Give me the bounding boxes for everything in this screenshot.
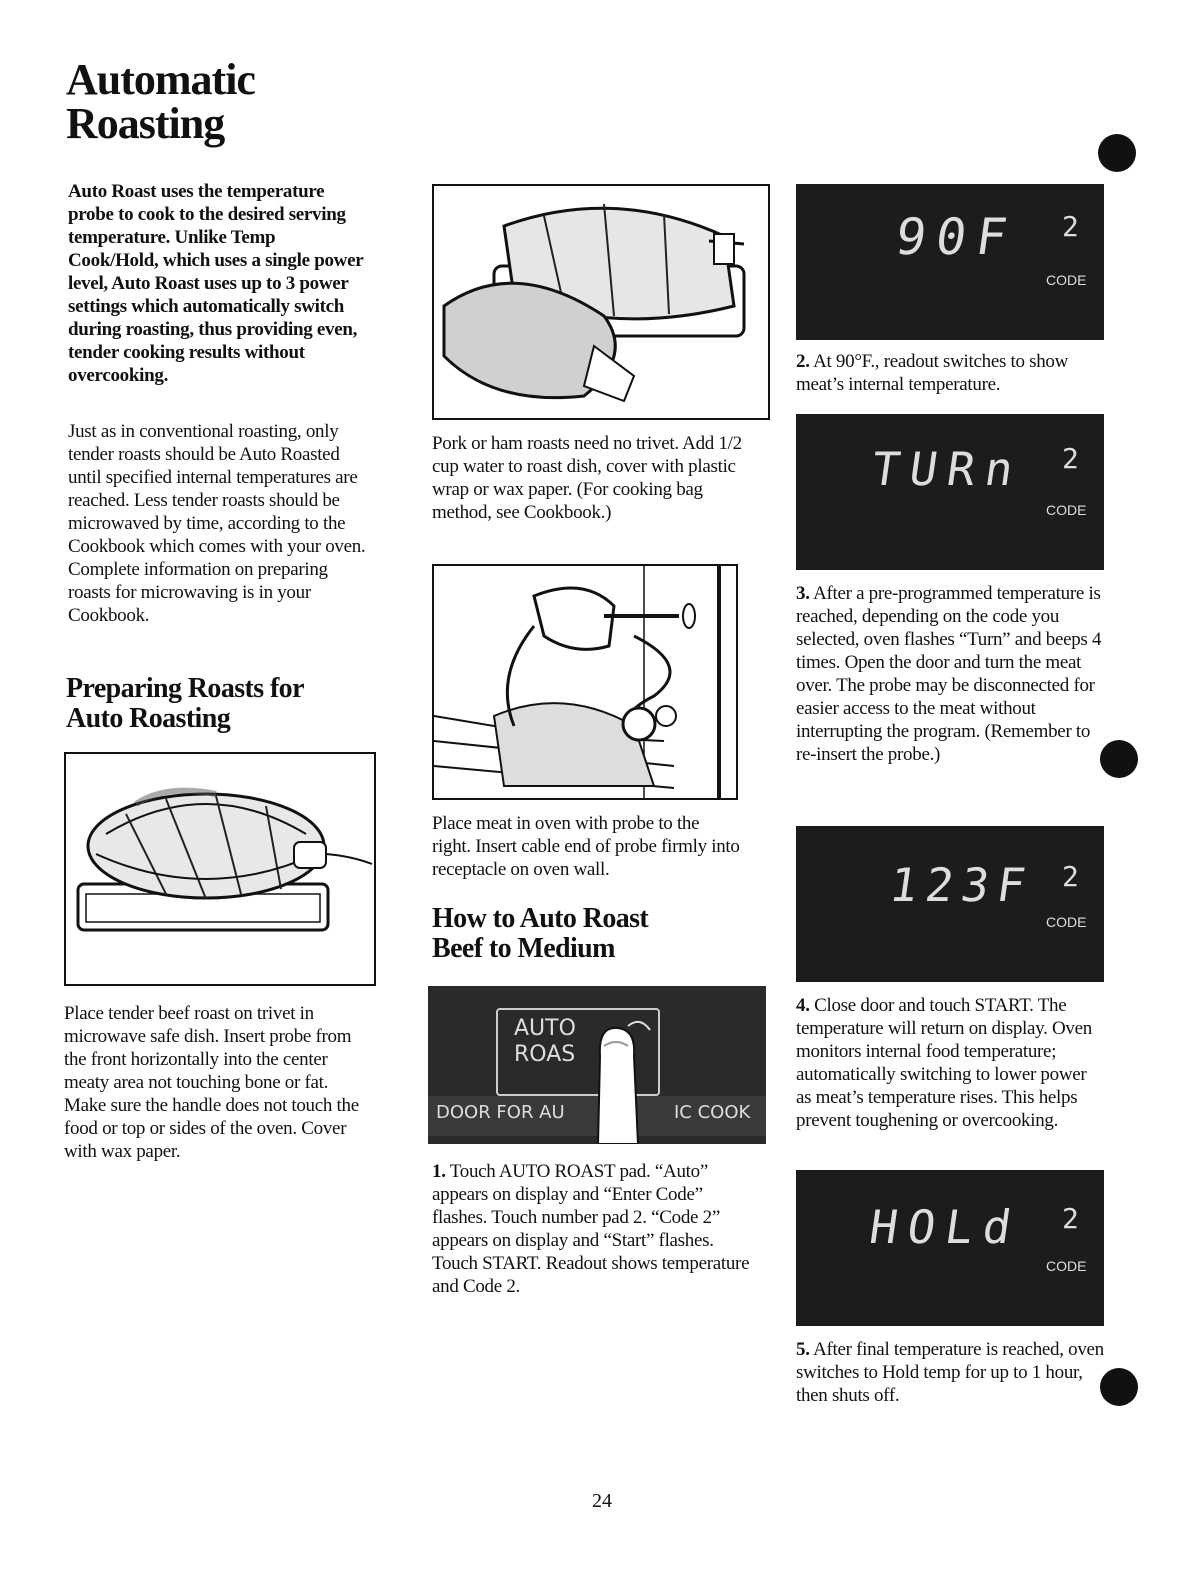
pad-bottom-label: DOOR FOR AU	[436, 1102, 565, 1123]
display-90f-code-label: CODE	[1046, 272, 1087, 288]
page-title-line2: Roasting	[66, 99, 225, 148]
caption-beef-roast: Place tender beef roast on trivet in microwave safe dish. Insert probe from the front horizontally into the center meaty area not touching bone or fat. Make sure the handle does not touch the food or top or sides of the oven. Cover with wax paper.	[64, 1003, 359, 1162]
section-heading-how-to-line2: Beef to Medium	[432, 933, 615, 964]
display-123f	[796, 826, 1104, 982]
step-5-number: 5.	[796, 1339, 810, 1360]
caption-probe-insertion: Place meat in oven with probe to the right. Insert cable end of probe firmly into receptacle on oven wall.	[432, 813, 740, 880]
pork-roast-illustration	[432, 184, 770, 420]
display-turn-code-label: CODE	[1046, 502, 1087, 518]
registration-dot-bottom	[1100, 1368, 1138, 1406]
pad-label-line2: ROAS	[514, 1042, 576, 1067]
display-123f-code-number: 2	[1062, 860, 1079, 893]
step-4	[796, 994, 1096, 1132]
display-123f-reading: 123F	[886, 858, 1037, 912]
display-hold-code-label: CODE	[1046, 1258, 1087, 1274]
finger-icon	[578, 1016, 668, 1144]
intro-bold-paragraph: Auto Roast uses the temperature probe to cook to the desired serving temperature. Unlike Temp Cook/Hold, which uses a single power level, Auto Roast uses up to 3 power settings which automatically switch during roasting, thus providing even, tender cooking results without overcooking.	[68, 181, 364, 386]
intro-body-paragraph: Just as in conventional roasting, only tender roasts should be Auto Roasted until specified internal temperatures are reached. Less tender roasts should be microwaved by time, according to the Cookbook which comes with your oven. Complete information on preparing roasts for microwaving is in your Cookbook.	[68, 421, 366, 626]
display-hold-code-number: 2	[1062, 1202, 1079, 1235]
section-heading-how-to-line1: How to Auto Roast	[432, 903, 649, 934]
step-2	[796, 350, 1096, 396]
display-turn-reading: TURn	[868, 442, 1027, 496]
display-123f-code-label: CODE	[1046, 914, 1087, 930]
step-2-text: At 90°F., readout switches to show meat’s internal temperature.	[796, 351, 1069, 395]
section-heading-how-to	[432, 904, 648, 964]
page-number: 24	[592, 1490, 612, 1512]
display-90f	[796, 184, 1104, 340]
registration-dot-top	[1098, 134, 1136, 172]
auto-roast-pad-photo	[428, 986, 766, 1144]
pad-bottom-label-right: IC COOK	[674, 1102, 751, 1123]
section-heading-preparing-line1: Preparing Roasts for	[66, 673, 304, 704]
beef-roast-illustration	[64, 752, 376, 986]
display-hold-reading: HOLd	[866, 1200, 1025, 1254]
step-5-text: After final temperature is reached, oven switches to Hold temp for up to 1 hour, then shuts off.	[796, 1339, 1104, 1406]
step-3-number: 3.	[796, 583, 810, 604]
step-4-number: 4.	[796, 995, 810, 1016]
section-heading-preparing-line2: Auto Roasting	[66, 703, 231, 734]
step-1	[432, 1160, 762, 1298]
caption-pork-roast: Pork or ham roasts need no trivet. Add 1/2 cup water to roast dish, cover with plastic wrap or wax paper. (For cooking bag method, see Cookbook.)	[432, 433, 742, 523]
step-5	[796, 1338, 1106, 1407]
page-title-line1: Automatic	[66, 55, 255, 104]
step-4-text: Close door and touch START. The temperature will return on display. Oven monitors internal food temperature; automatically switching to lower power as meat’s temperature rises. This helps prevent toughening or overcooking.	[796, 995, 1092, 1131]
display-90f-reading: 90F	[891, 208, 1021, 266]
step-1-number: 1.	[432, 1161, 446, 1182]
probe-insertion-illustration	[432, 564, 738, 800]
section-heading-preparing	[66, 674, 304, 734]
page-title	[66, 55, 255, 148]
display-turn-code-number: 2	[1062, 442, 1079, 475]
display-hold	[796, 1170, 1104, 1326]
pad-label-line1: AUTO	[514, 1016, 576, 1041]
step-3-text: After a pre-programmed temperature is reached, depending on the code you selected, oven flashes “Turn” and beeps 4 times. Open the door and turn the meat over. The probe may be disconnected for easier access to the meat without interrupting the program. (Remember to re-insert the probe.)	[796, 583, 1102, 765]
display-90f-code-number: 2	[1062, 210, 1079, 243]
registration-dot-middle	[1100, 740, 1138, 778]
display-turn	[796, 414, 1104, 570]
step-2-number: 2.	[796, 351, 810, 372]
step-1-text: Touch AUTO ROAST pad. “Auto” appears on display and “Enter Code” flashes. Touch number pad 2. “Code 2” appears on display and “Start” flashes. Touch START. Readout shows temperature and Code 2.	[432, 1161, 750, 1297]
step-3	[796, 582, 1104, 766]
